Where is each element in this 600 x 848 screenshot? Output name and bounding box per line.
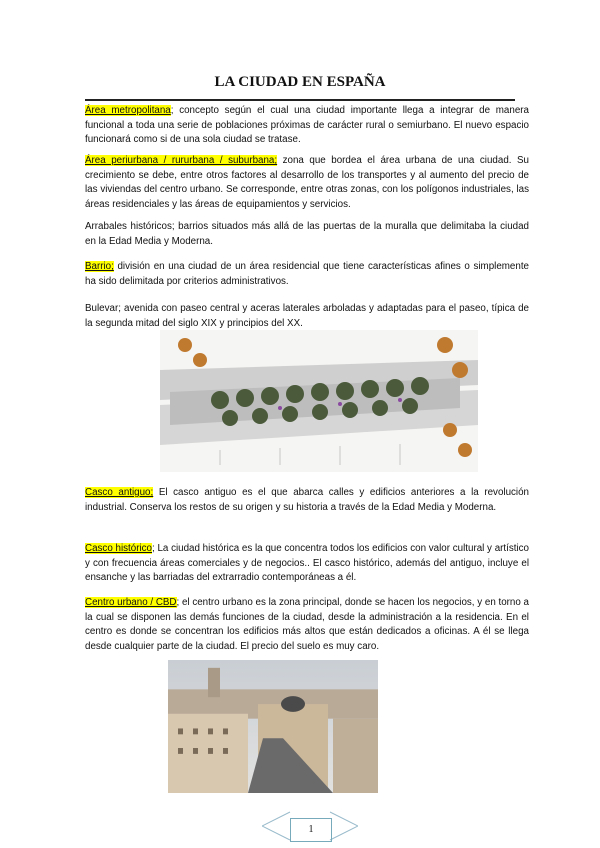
definition-area-periurbana (85, 154, 529, 212)
term: Casco histórico (85, 543, 152, 554)
term-suffix: ; (151, 543, 155, 554)
definition-arrabales (85, 220, 529, 249)
definition-text: división en una ciudad de un área residencial que tiene características afines o simplemente ha sido delimitada por criterios administrativos. (85, 261, 529, 287)
title-divider (85, 99, 515, 101)
definition-text: Bulevar; avenida con paseo central y aceras laterales arboladas y adaptadas para el paseo, típica de la segunda mitad del siglo XIX y principios del XX. (85, 303, 529, 329)
city-center-photo (168, 660, 378, 793)
definition-casco-historico (85, 542, 529, 586)
term: Casco antiguo; (85, 487, 154, 498)
definition-text: La ciudad histórica es la que concentra todos los edificios con valor cultural y artístico y con frecuencia áreas comerciales y de negocios.. El casco histórico, además del antiguo, incluye el ensanche y las barriadas del extrarradio contemporáneas a él. (85, 543, 529, 583)
term: Área periurbana / rururbana / suburbana; (85, 155, 278, 166)
definition-text: concepto según el cual una ciudad importante llega a integrar de manera funcional a toda una serie de poblaciones próximas de carácter rural o semiurbano. El nuevo espacio funcionará como si de una sola ciudad se tratase. (85, 105, 529, 145)
definition-text: Arrabales históricos; barrios situados más allá de las puertas de la muralla que delimitaba la ciudad en la Edad Media y Moderna. (85, 221, 529, 247)
boulevard-plan-image (160, 330, 478, 472)
term-suffix: ; (176, 597, 180, 608)
term: Área metropolitana (85, 105, 171, 116)
definition-centro-urbano (85, 596, 529, 654)
definition-text: zona que bordea el área urbana de una ciudad. Su crecimiento se debe, entre otros factores al desarrollo de los transportes y al aumento del precio de las viviendas del centro urbano. Se corresponde, entre otras zonas, con los polígonos industriales, las áreas residenciales y las áreas de equipamientos y servicios. (85, 155, 529, 210)
definition-bulevar (85, 302, 529, 331)
page-number: 1 (290, 818, 332, 842)
definition-text: El casco antiguo es el que abarca calles y edificios anteriores a la revolución industrial. Conserva los restos de su origen y su historia a través de la Edad Media y Moderna. (85, 487, 529, 513)
term: Barrio; (85, 261, 114, 272)
page-title: LA CIUDAD EN ESPAÑA (214, 74, 386, 90)
definition-area-metropolitana (85, 104, 529, 148)
term-suffix: ; (170, 105, 174, 116)
definition-barrio (85, 260, 529, 289)
definition-casco-antiguo (85, 486, 529, 515)
definition-text: el centro urbano es la zona principal, donde se hacen los negocios, y en torno a la cual se disponen las demás funciones de la ciudad, desde la administración a la residencia. En el centro es donde se concentran los edificios más altos que están dedicados a oficinas. A él se llega desde cualquier parte de la ciudad. El precio del suelo es muy caro. (85, 597, 530, 652)
term: Centro urbano / CBD (85, 597, 177, 608)
